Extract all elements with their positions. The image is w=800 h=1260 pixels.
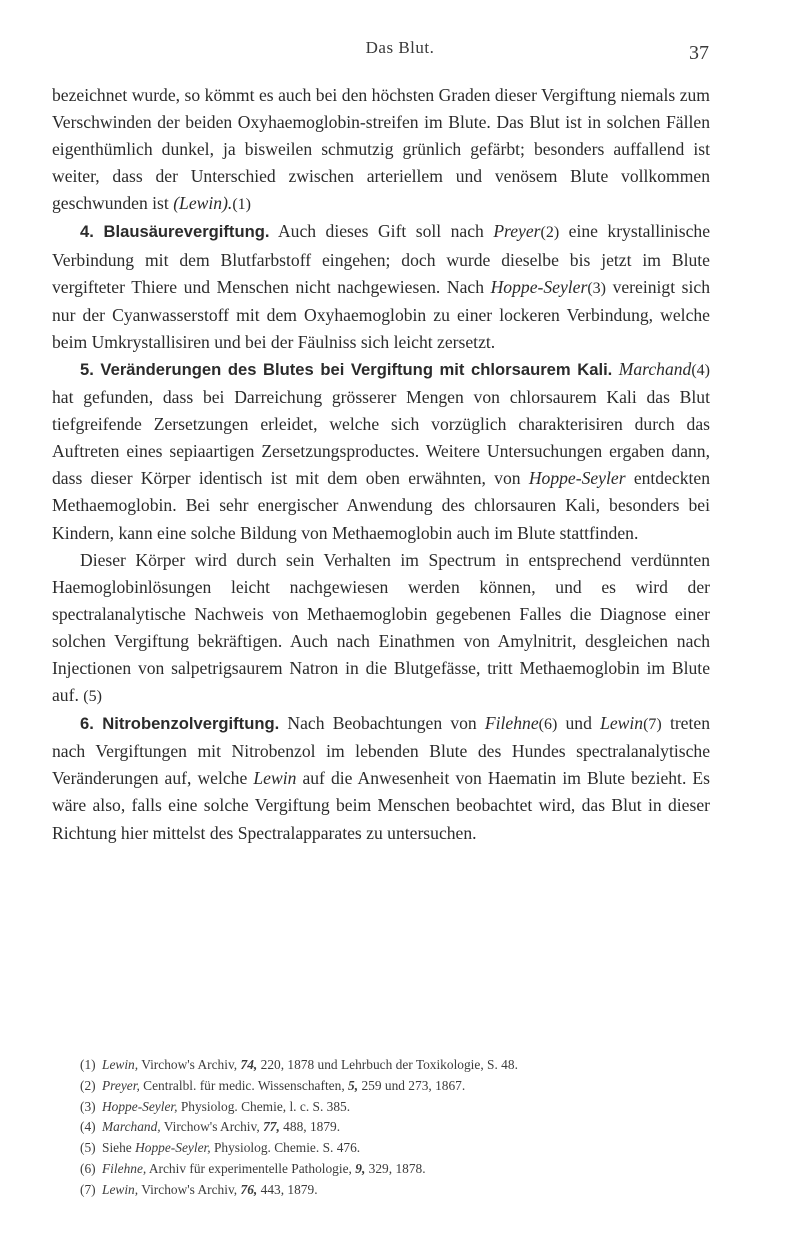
paragraph-text: entdeckten Methaemoglobin. Bei sehr energischer Anwendung des chlorsauren Kali, besonders bei Kindern, kann eine solche Bildung von Methaemoglobin auch im Blute stattfinden. [52, 468, 711, 543]
paragraph-spectrum [52, 547, 710, 711]
footnote-ref: (1) [232, 196, 251, 214]
footnote-number: (1) [80, 1057, 96, 1072]
author-citation: Preyer [493, 221, 541, 242]
paragraph-text: Nach Beobachtungen von [287, 713, 477, 734]
footnotes [80, 1055, 720, 1201]
footnote-author: Filehne, [102, 1160, 147, 1176]
footnote-ref: (7) [643, 716, 662, 734]
footnote-pages: 329, 1878. [368, 1160, 426, 1176]
paragraph-text: auf die Anwesenheit von Haematin im Blute bezieht. Es wäre also, falls eine solche Vergiftung beim Menschen beobachtet wird, das Blut in dieser Richtung hier mittelst des Spectralapparates zu untersuchen. [52, 768, 710, 843]
section-nitrobenzol [52, 710, 710, 846]
paragraph-text: hat gefunden, dass bei Darreichung grösserer Mengen von chlorsaurem Kali das Blut tiefgreifende Zersetzungen erleidet, welche sich vorzüglich charakterisiren durch das Auftreten eines sepiaartigen Zersetzungsproductes. Weitere Untersuchungen ergaben dann, dass dieser Körper identisch ist mit dem oben erwähnten, von [52, 387, 710, 489]
paragraph-text: Dieser Körper wird durch sein Verhalten im Spectrum in entsprechend verdünnten Haemoglobinlösungen leicht nachgewiesen werden können, und es wird der spectralanalytische Nachweis von Methaemoglobin gegebenen Falles die Diagnose einer solchen Vergiftung bekräftigen. Auch nach Einathmen von Amylnitrit, desgleichen nach Injectionen von salpetrigsaurem Natron in die Blutgefässe, tritt Methaemoglobin im Blute auf. [52, 549, 710, 706]
section-heading: 4. Blausäurevergiftung. [80, 222, 270, 242]
footnote-volume: 74, [240, 1057, 258, 1072]
author-citation: (Lewin). [173, 193, 233, 214]
footnote-ref: (5) [83, 688, 102, 706]
section-heading: 5. Veränderungen des Blutes bei Vergiftung mit chlorsaurem Kali. [80, 359, 613, 379]
section-blausaeure [52, 218, 710, 355]
paragraph-continuation [52, 82, 710, 218]
footnote-source: Centralbl. für medic. Wissenschaften, [143, 1077, 345, 1093]
footnote [80, 1180, 720, 1201]
footnote-ref: (4) [691, 361, 710, 379]
body-text [52, 82, 710, 847]
footnote [80, 1076, 720, 1097]
paragraph-text: Auch dieses Gift soll nach [277, 221, 484, 242]
footnote-author: Marchand, [102, 1119, 161, 1135]
footnote-number: (3) [80, 1098, 96, 1114]
footnote-source: Virchow's Archiv, [141, 1181, 238, 1197]
footnote-author: Lewin, [102, 1057, 139, 1072]
footnote-author: Preyer, [102, 1077, 140, 1093]
author-citation: Hoppe-Seyler [528, 468, 626, 489]
footnote-pages: 443, 1879. [260, 1181, 318, 1197]
paragraph-text: bezeichnet wurde, so kömmt es auch bei den höchsten Graden dieser Vergiftung niemals zum Verschwinden der beiden Oxyhaemoglobin-streifen im Blute. Das Blut ist in solchen Fällen eigenthümlich dunkel, ja bisweilen schmutzig grünlich gefärbt; besonders auffallend ist weiter, dass der Unterschied zwischen arteriellem und venösem Blute vollkommen geschwunden ist [52, 85, 710, 214]
footnote-volume: 9, [355, 1160, 366, 1176]
footnote-volume: 77, [263, 1119, 280, 1135]
footnote-ref: (3) [587, 279, 606, 297]
page-number: 37 [689, 42, 709, 64]
author-citation: Lewin [253, 768, 297, 789]
footnote [80, 1138, 720, 1159]
footnote-source: Virchow's Archiv, [141, 1057, 238, 1072]
footnote [80, 1159, 720, 1180]
footnote-number: (7) [80, 1181, 96, 1197]
footnote-number: (2) [80, 1077, 96, 1093]
author-citation: Filehne [484, 713, 539, 734]
author-citation: Hoppe-Seyler [490, 276, 588, 297]
footnote-pages: 259 und 273, 1867. [361, 1077, 466, 1093]
paragraph-text: treten nach Vergiftungen mit Nitrobenzol im lebenden Blute des Hundes spectralanalytische Veränderungen auf, welche [52, 713, 710, 789]
footnote-volume: 5, [348, 1077, 359, 1093]
running-title: Das Blut. [365, 38, 435, 57]
footnote-ref: (6) [538, 716, 558, 734]
footnote-source: Virchow's Archiv, [163, 1119, 260, 1135]
footnote-volume: 76, [240, 1181, 258, 1197]
paragraph-text: vereinigt sich nur der Cyanwasserstoff mit dem Oxyhaemoglobin zu einer lockeren Verbindung, welche beim Umkrystallisiren und bei der Fäulniss sich leicht zersetzt. [52, 276, 711, 352]
footnote-author: Hoppe-Seyler, [135, 1140, 211, 1156]
footnote-source: Physiolog. Chemie, l. c. S. 385. [180, 1098, 351, 1114]
footnote-pages: 488, 1879. [283, 1119, 341, 1135]
footnote-author: Hoppe-Seyler, [102, 1098, 178, 1114]
footnote-source: Physiolog. Chemie. S. 476. [213, 1140, 361, 1156]
footnote [80, 1117, 720, 1138]
section-chlorsaures-kali [52, 356, 710, 547]
section-heading: 6. Nitrobenzolvergiftung. [80, 714, 280, 734]
footnote [80, 1097, 720, 1118]
paragraph-text: und [565, 713, 592, 734]
footnote-author: Lewin, [102, 1181, 139, 1197]
footnote-lead: Siehe [102, 1140, 132, 1156]
footnote-source: Archiv für experimentelle Pathologie, [148, 1160, 352, 1176]
paragraph-text: eine krystallinische Verbindung mit dem Blutfarbstoff eingehen; doch wurde dieselbe bis jetzt im Blute vergifteter Thiere und Menschen nicht nachgewiesen. Nach [52, 221, 711, 297]
author-citation: Marchand [618, 358, 692, 379]
footnote-number: (6) [80, 1160, 96, 1176]
footnote [80, 1055, 720, 1076]
author-citation: Lewin [600, 713, 644, 734]
footnote-pages: 220, 1878 und Lehrbuch der Toxikologie, S. 48. [260, 1057, 518, 1072]
footnote-number: (5) [80, 1140, 96, 1156]
footnote-ref: (2) [540, 224, 560, 242]
footnote-number: (4) [80, 1119, 96, 1135]
